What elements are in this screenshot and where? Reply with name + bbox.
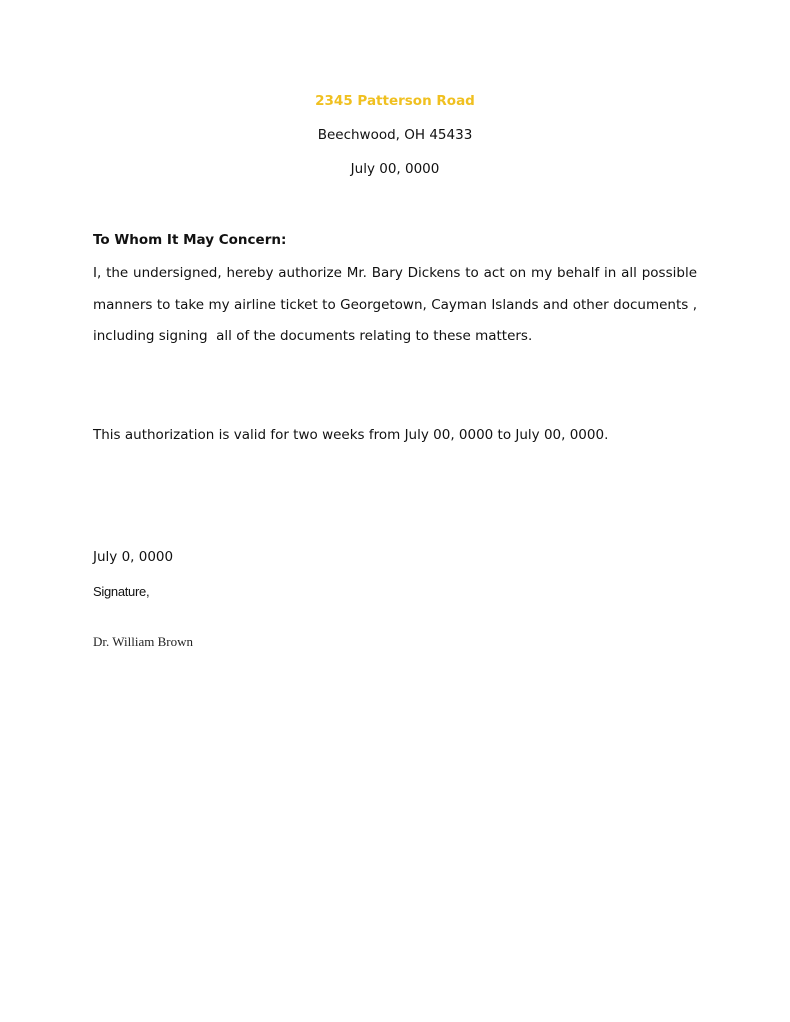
salutation: To Whom It May Concern: — [93, 232, 287, 248]
body-paragraph — [93, 264, 697, 359]
sender-city-state-zip: Beechwood, OH 45433 — [317, 127, 473, 143]
body-line-1: I, the undersigned, hereby authorize Mr. Bary Dickens to act on my behalf in all possible — [93, 265, 697, 281]
signature-label: Signature, — [93, 584, 150, 599]
validity-statement: This authorization is valid for two weeks from July 00, 0000 to July 00, 0000. — [93, 427, 609, 443]
letter-date: July 00, 0000 — [350, 161, 440, 177]
closing-date: July 0, 0000 — [93, 549, 174, 565]
body-line-2: manners to take my airline ticket to Georgetown, Cayman Islands and other documents , — [93, 296, 697, 313]
body-line-3: including signing all of the documents relating to these matters. — [93, 328, 533, 344]
signer-name: Dr. William Brown — [93, 634, 193, 649]
sender-street: 2345 Patterson Road — [315, 93, 475, 109]
